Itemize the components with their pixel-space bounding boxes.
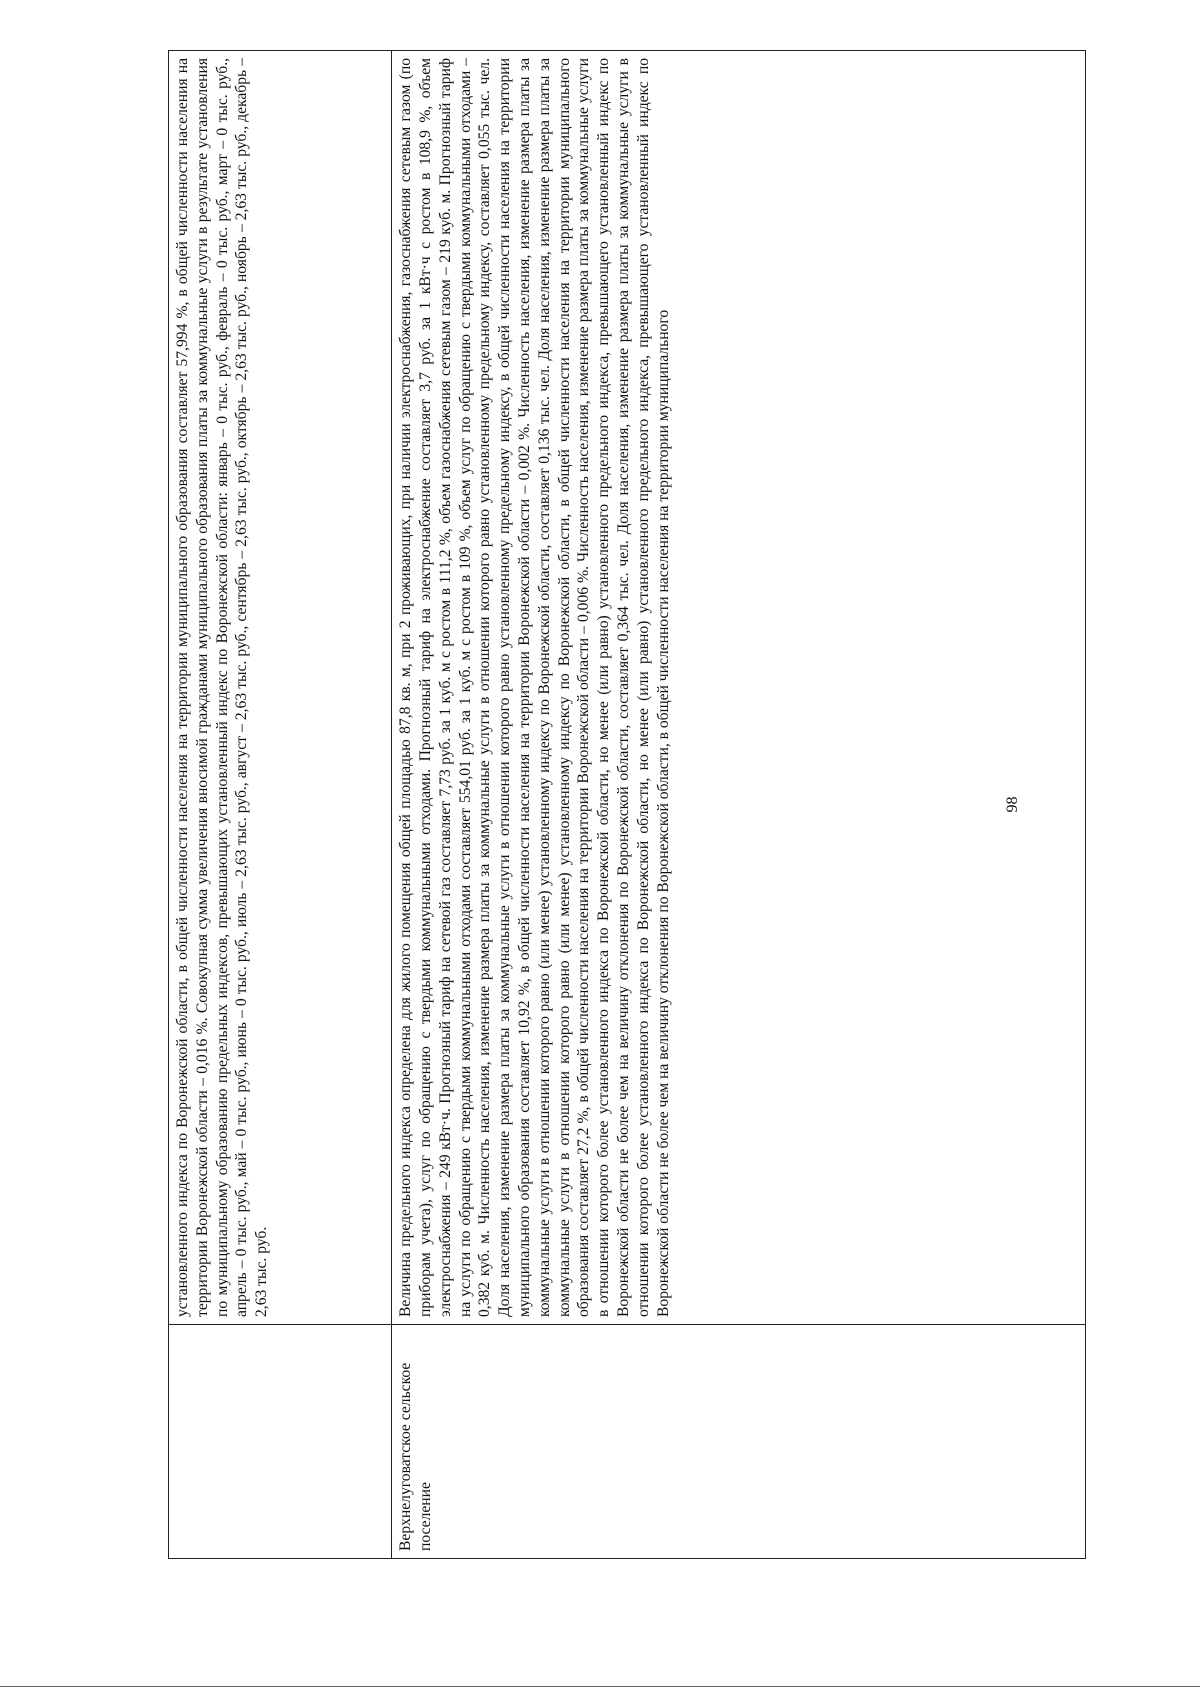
municipality-name: Верхнелуговатское сельское поселение: [397, 1362, 434, 1551]
table-row: [169, 51, 392, 1559]
description-cell: [392, 51, 1086, 1325]
page-frame: [168, 50, 1086, 1559]
description-text: установленного индекса по Воронежской области, в общей численности населения на территории муниципального образования составляет 57,994 %, в общей численности населения на территории Воронежской области – 0,016 %. Совокупная сумма увеличения вносимой гражданами муниципального образования платы за коммунальные услуги в результате установления по муниципальному образованию предельных индексов, превышающих установленный индекс по Воронежской области: январь – 0 тыс. руб., февраль – 0 тыс. руб., март – 0 тыс. руб., апрель – 0 тыс. руб., май – 0 тыс. руб., июнь – 0 тыс. руб., июль – 2,63 тыс. руб., август – 2,63 тыс. руб., сентябрь – 2,63 тыс. руб., октябрь – 2,63 тыс. руб., ноябрь – 2,63 тыс. руб., декабрь – 2,63 тыс. руб.: [174, 58, 271, 1317]
table-row: [392, 51, 1086, 1559]
scan-edge-line: [0, 1686, 1200, 1687]
municipality-cell: [392, 1325, 1086, 1559]
document-table: [168, 50, 1086, 1559]
municipality-cell: [169, 1325, 392, 1559]
description-cell: [169, 51, 392, 1325]
description-text: Величина предельного индекса определена для жилого помещения общей площадью 87,8 кв. м, при 2 проживающих, при наличии электроснабжения, газоснабжения сетевым газом (по приборам учета), услуг по обращению с твердыми коммунальными отходами. Прогнозный тариф на электроснабжение составляет 3,7 руб. за 1 кВт·ч с ростом в 108,9 %, объем электроснабжения – 249 кВт·ч. Прогнозный тариф на сетевой газ составляет 7,73 руб. за 1 куб. м с ростом в 111,2 %, объем газоснабжения сетевым газом – 219 куб. м. Прогнозный тариф на услуги по обращению с твердыми коммунальными отходами составляет 554,01 руб. за 1 куб. м с ростом в 109 %, объем услуг по обращению с твердыми коммунальными отходами – 0,382 куб. м. Численность населения, изменение размера платы за коммунальные услуги в отношении которого равно установленному предельному индексу, составляет 0,055 тыс. чел. Доля населения, изменение размера платы за коммунальные услуги в отношении которого равно установленному предельному индексу, в общей численности населения на территории муниципального образования составляет 10,92 %, в общей численности населения на территории Воронежской области – 0,002 %. Численность населения, изменение размера платы за коммунальные услуги в отношении которого равно (или менее) установленному индексу по Воронежской области, составляет 0,136 тыс. чел. Доля населения, изменение размера платы за коммунальные услуги в отношении которого равно (или менее) установленному индексу по Воронежской области, в общей численности населения на территории муниципального образования составляет 27,2 %, в общей численности населения на территории Воронежской области – 0,006 %. Численность населения, изменение размера платы за коммунальные услуги в отношении которого более установленного индекса по Воронежской области, но менее (или равно) установленного предельного индекса, превышающего установленный индекс по Воронежской области не более чем на величину отклонения по Воронежской области, составляет 0,364 тыс. чел. Доля населения, изменение размера платы за коммунальные услуги в отношении которого более установленного индекса по Воронежской области, но менее (или равно) установленного предельного индекса, превышающего установленный индекс по Воронежской области не более чем на величину отклонения по Воронежской области, в общей численности населения на территории муниципального: [397, 58, 672, 1317]
page-number: 98: [1004, 796, 1021, 813]
rotated-page: [168, 50, 1086, 1559]
